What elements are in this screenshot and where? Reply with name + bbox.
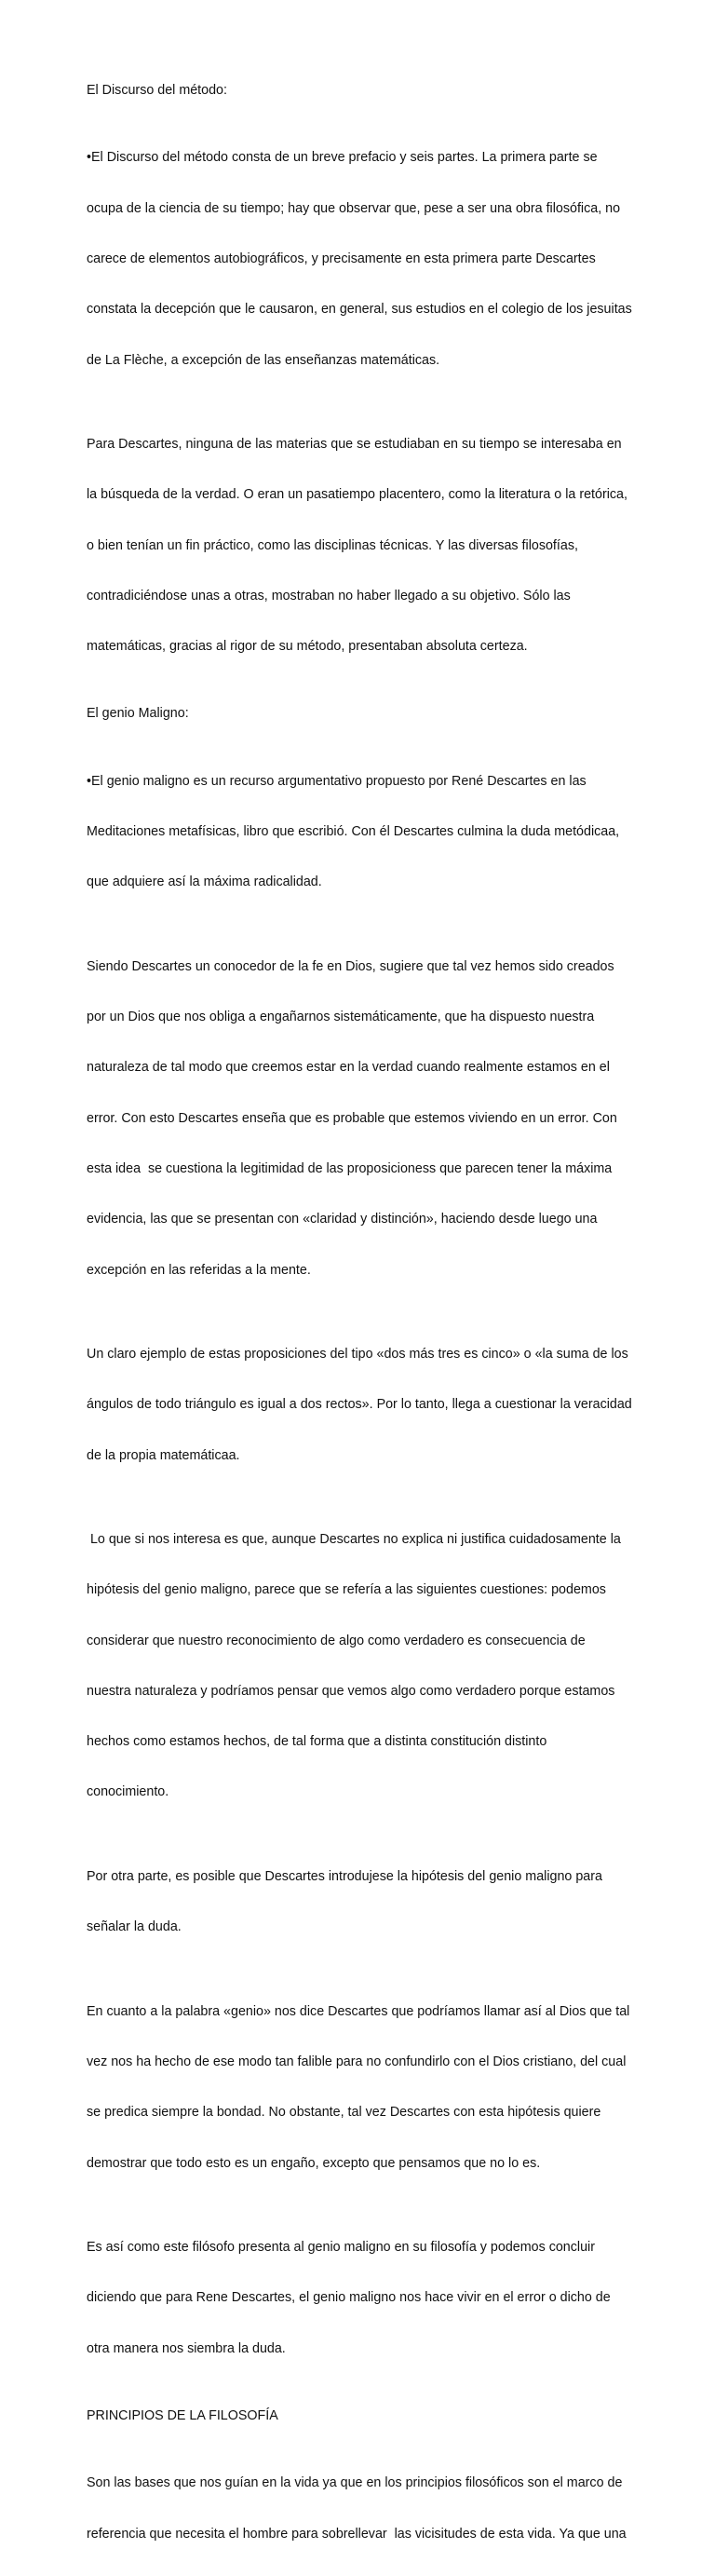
- text-line: considerar que nuestro reconocimiento de algo como verdadero es consecuencia de: [87, 1633, 586, 1648]
- text-line: carece de elementos autobiográficos, y precisamente en esta primera parte Descartes: [87, 251, 596, 266]
- text-line: Para Descartes, ninguna de las materias que se estudiaban en su tiempo se interesaba en: [87, 436, 622, 452]
- paragraph-discurso-1: [87, 115, 645, 402]
- text-line: El genio Maligno:: [87, 706, 189, 722]
- text-line: contradiciéndose unas a otras, mostraban no haber llegado a su objetivo. Sólo las: [87, 588, 571, 603]
- text-line: evidencia, las que se presentan con «claridad y distinción», haciendo desde luego una: [87, 1212, 598, 1227]
- text-line: esta idea se cuestiona la legitimidad de las proposicioness que parecen tener la máxima: [87, 1161, 613, 1176]
- text-line: naturaleza de tal modo que creemos estar en la verdad cuando realmente estamos en el: [87, 1060, 610, 1076]
- text-line: excepción en las referidas a la mente.: [87, 1262, 311, 1278]
- text-line: Meditaciones metafísicas, libro que escribió. Con él Descartes culmina la duda metódicaa,: [87, 824, 620, 840]
- paragraph-genio-4: [87, 1498, 645, 1835]
- text-line: la búsqueda de la verdad. O eran un pasatiempo placentero, como la literatura o la retórica,: [87, 487, 627, 503]
- text-line: diciendo que para Rene Descartes, el genio maligno nos hace vivir en el error o dicho de: [87, 2290, 611, 2306]
- paragraph-principios-1: [87, 2441, 645, 2576]
- paragraph-genio-3: [87, 1312, 645, 1498]
- text-line: referencia que necesita el hombre para sobrellevar las vicisitudes de esta vida. Ya que una: [87, 2526, 627, 2542]
- paragraph-gap: [87, 688, 645, 705]
- paragraph-genio-1: [87, 739, 645, 925]
- paragraph-genio-7: [87, 2205, 645, 2391]
- text-line: ángulos de todo triángulo es igual a dos rectos». Por lo tanto, llega a cuestionar la veracidad: [87, 1397, 632, 1413]
- text-line: conocimiento.: [87, 1784, 169, 1800]
- text-line: Lo que si nos interesa es que, aunque Descartes no explica ni justifica cuidadosamente la: [87, 1532, 621, 1548]
- text-line: matemáticas, gracias al rigor de su método, presentaban absoluta certeza.: [87, 639, 528, 655]
- text-line: Es así como este filósofo presenta al genio maligno en su filosofía y podemos concluir: [87, 2240, 595, 2255]
- text-line: •El Discurso del método consta de un breve prefacio y seis partes. La primera parte se: [87, 150, 598, 166]
- text-line: señalar la duda.: [87, 1919, 182, 1935]
- text-line: demostrar que todo esto es un engaño, excepto que pensamos que no lo es.: [87, 2155, 541, 2171]
- paragraph-genio-2: [87, 925, 645, 1312]
- paragraph-gap: [87, 723, 645, 739]
- text-line: PRINCIPIOS DE LA FILOSOFÍA: [87, 2407, 278, 2423]
- text-line: error. Con esto Descartes enseña que es probable que estemos viviendo en un error. Con: [87, 1110, 617, 1126]
- text-line: constata la decepción que le causaron, en general, sus estudios en el colegio de los jesuitas: [87, 302, 632, 318]
- document-page: [87, 82, 645, 2576]
- section-heading-principios: [87, 2407, 645, 2424]
- text-line: vez nos ha hecho de ese modo tan falible para no confundirlo con el Dios cristiano, del cual: [87, 2054, 627, 2069]
- text-line: El Discurso del método:: [87, 83, 227, 98]
- text-line: ocupa de la ciencia de su tiempo; hay que observar que, pese a ser una obra filosófica, no: [87, 200, 621, 216]
- text-line: Por otra parte, es posible que Descartes introdujese la hipótesis del genio maligno para: [87, 1868, 602, 1884]
- paragraph-gap: [87, 2391, 645, 2407]
- text-line: se predica siempre la bondad. No obstante, tal vez Descartes con esta hipótesis quiere: [87, 2105, 601, 2121]
- text-line: •El genio maligno es un recurso argumentativo propuesto por René Descartes en las: [87, 773, 587, 789]
- text-line: de La Flèche, a excepción de las enseñanzas matemáticas.: [87, 352, 440, 368]
- text-line: En cuanto a la palabra «genio» nos dice Descartes que podríamos llamar así al Dios que tal: [87, 2003, 630, 2019]
- text-line: Son las bases que nos guían en la vida ya que en los principios filosóficos son el marco de: [87, 2475, 623, 2491]
- text-line: nuestra naturaleza y podríamos pensar que vemos algo como verdadero porque estamos: [87, 1683, 615, 1699]
- text-line: por un Dios que nos obliga a engañarnos sistemáticamente, que ha dispuesto nuestra: [87, 1010, 595, 1025]
- paragraph-genio-5: [87, 1835, 645, 1970]
- text-line: hipótesis del genio maligno, parece que se refería a las siguientes cuestiones: podemos: [87, 1582, 606, 1598]
- text-line: Siendo Descartes un conocedor de la fe en Dios, sugiere que tal vez hemos sido creados: [87, 958, 614, 974]
- paragraph-discurso-2: [87, 402, 645, 689]
- text-line: que adquiere así la máxima radicalidad.: [87, 874, 322, 890]
- section-heading-genio: [87, 705, 645, 722]
- text-line: otra manera nos siembra la duda.: [87, 2340, 286, 2356]
- section-heading-discurso: [87, 82, 645, 99]
- paragraph-genio-6: [87, 1970, 645, 2205]
- text-line: hechos como estamos hechos, de tal forma que a distinta constitución distinto: [87, 1734, 547, 1750]
- text-line: o bien tenían un fin práctico, como las disciplinas técnicas. Y las diversas filosofías,: [87, 537, 578, 553]
- paragraph-gap: [87, 99, 645, 115]
- text-line: de la propia matemáticaa.: [87, 1447, 240, 1463]
- paragraph-gap: [87, 2424, 645, 2441]
- text-line: Un claro ejemplo de estas proposiciones del tipo «dos más tres es cinco» o «la suma de los: [87, 1347, 628, 1363]
